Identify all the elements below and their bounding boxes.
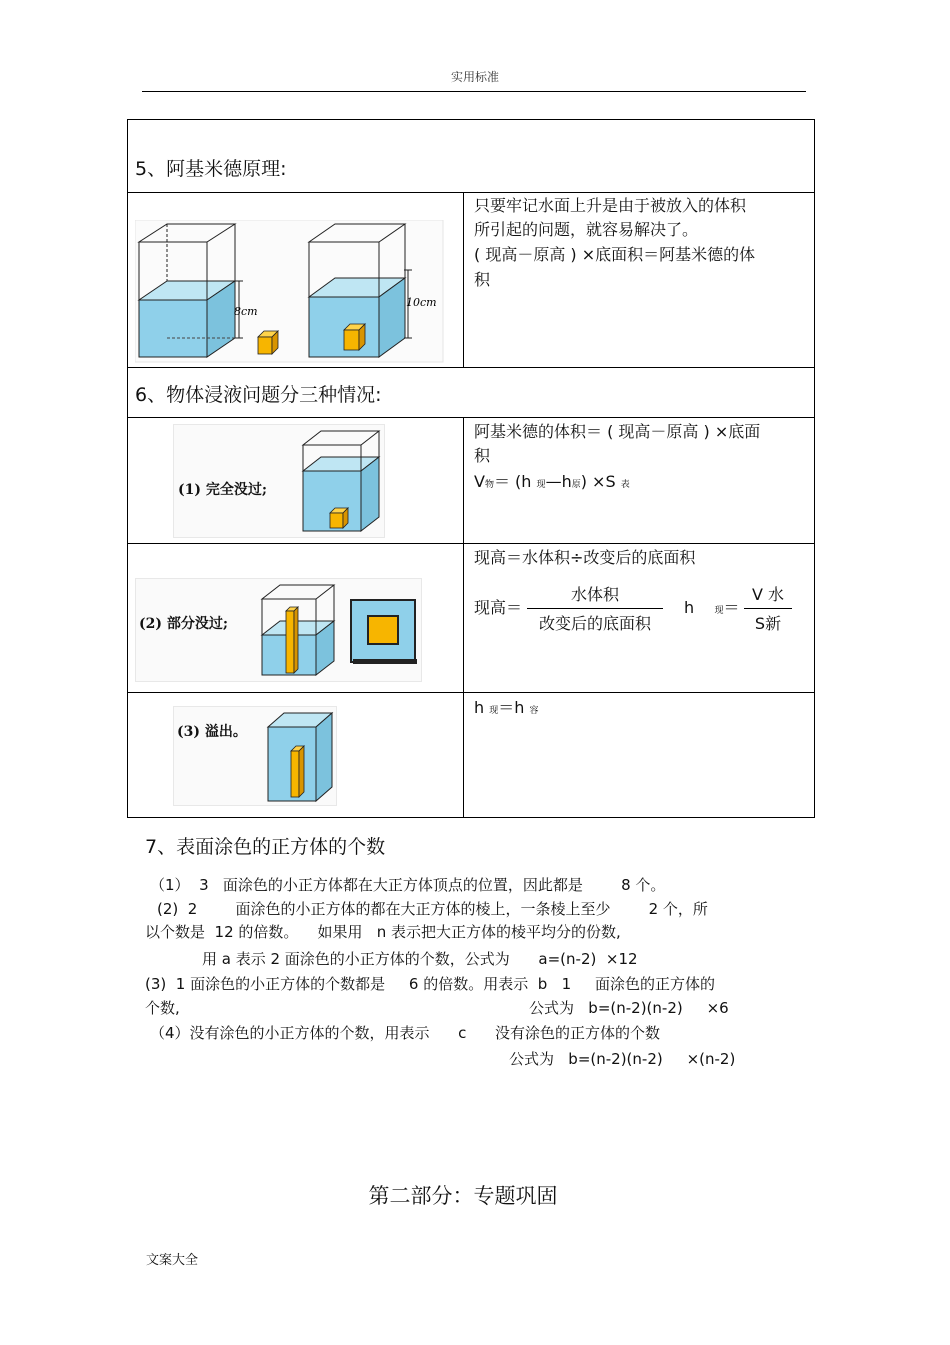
formula-sub: 表 (620, 480, 630, 490)
fraction2-denominator: S新 (754, 614, 782, 633)
formula-h: h (474, 698, 485, 717)
section7-line: (2) 2 面涂色的小正方体的都在大正方体的棱上，一条棱上至少 2 个，所 (157, 900, 708, 918)
table-col-divider (463, 417, 464, 817)
section7-line: 公式为 b=(n-2)(n-2) ×(n-2) (509, 1050, 736, 1068)
formula-sub: 容 (529, 706, 539, 716)
table-rule (127, 692, 815, 693)
section7-line: 个数, (145, 999, 180, 1017)
case2-label: (2) 部分没过; (139, 616, 229, 632)
case3-label: (3) 溢出。 (177, 724, 247, 740)
case2-top-view (350, 599, 418, 665)
case1-figure (173, 424, 385, 538)
page-footer: 文案大全 (146, 1253, 199, 1268)
table-border-bottom (127, 817, 815, 818)
right-height-label: 10cm (406, 296, 437, 309)
case2-fraction2 (744, 582, 792, 634)
case3-formula (474, 696, 539, 723)
table-rule (127, 192, 815, 193)
fraction2-numerator: V 水 (744, 582, 792, 609)
formula-v: V (474, 472, 485, 491)
case2-container (258, 581, 338, 679)
section7-line: 用 a 表示 2 面涂色的小正方体的个数，公式为 a=(n-2) ×12 (202, 950, 638, 968)
section5-title: 5、阿基米德原理: (135, 158, 287, 180)
h-sub: 现 (714, 606, 724, 616)
formula-eq: ＝ (h (493, 472, 532, 491)
table-border-top (127, 119, 815, 120)
section6-title: 6、物体浸液问题分三种情况: (135, 384, 382, 406)
table-border-left (127, 119, 128, 818)
left-height-label: 8cm (234, 305, 258, 318)
table-rule (127, 367, 815, 368)
formula-eq: ＝h (498, 698, 525, 717)
h-eq: ＝ (723, 598, 740, 617)
case1-line2: 积 (474, 446, 491, 465)
case1-formula (474, 470, 630, 497)
cube-small (258, 331, 278, 354)
case2-prefix: 现高＝ (474, 598, 523, 617)
section5-text-line: ( 现高－原高 ) ×底面积＝阿基米德的体 (474, 245, 756, 264)
h-symbol: h (684, 598, 695, 617)
section7-title: 7、表面涂色的正方体的个数 (145, 836, 386, 858)
case3-figure (173, 706, 337, 806)
section5-text-line: 所引起的问题，就容易解决了。 (474, 220, 699, 239)
case1-line1: 阿基米德的体积＝ ( 现高－原高 ) ×底面 (474, 422, 761, 441)
section5-text-line: 积 (474, 270, 491, 289)
formula-sub: 现 (536, 480, 546, 490)
formula-mid: —h (545, 472, 572, 491)
fraction1-numerator: 水体积 (527, 582, 663, 609)
section7-line: （4）没有涂色的小正方体的个数，用表示 c 没有涂色的正方体的个数 (150, 1024, 661, 1042)
header-rule (142, 91, 806, 92)
formula-sub: 物 (484, 480, 494, 490)
archimedes-containers-figure (135, 220, 445, 365)
case2-figure (135, 578, 422, 682)
table-col-divider (463, 192, 464, 367)
section7-line: 以个数是 12 的倍数。 如果用 n 表示把大正方体的棱平均分的份数, (145, 923, 621, 941)
case2-line1: 现高＝水体积÷改变后的底面积 (474, 548, 696, 567)
page-header: 实用标准 (450, 70, 499, 84)
case1-label: (1) 完全没过; (178, 482, 268, 498)
formula-sub: 现 (489, 706, 499, 716)
section5-text-line: 只要牢记水面上升是由于被放入的体积 (474, 196, 747, 215)
formula-sub: 原 (571, 480, 581, 490)
case2-fraction1 (527, 582, 663, 634)
case3-container (264, 709, 336, 805)
section7-line: (3) 1 面涂色的小正方体的个数都是 6 的倍数。用表示 b 1 面涂色的正方体的 (145, 975, 715, 993)
section7-line: 公式为 b=(n-2)(n-2) ×6 (529, 999, 729, 1017)
section7-line: （1） 3 面涂色的小正方体都在大正方体顶点的位置，因此都是 8 个。 (150, 876, 666, 894)
part2-title: 第二部分：专题巩固 (368, 1184, 558, 1208)
case2-h (684, 596, 740, 623)
formula-tail: ) ×S (580, 472, 616, 491)
table-rule (127, 417, 815, 418)
table-border-right (814, 119, 815, 818)
fraction1-denominator: 改变后的底面积 (538, 614, 651, 633)
case1-container (299, 427, 383, 535)
table-rule (127, 543, 815, 544)
